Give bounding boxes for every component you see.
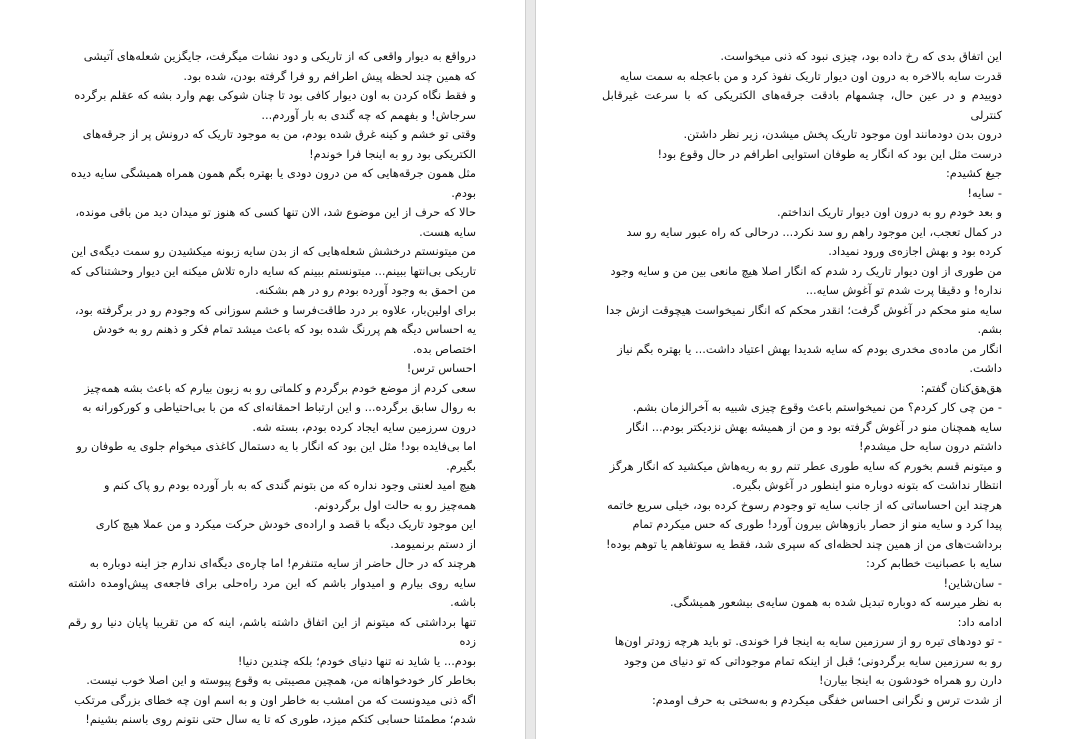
- text-line: داشتم درون سایه حل میشدم!: [859, 439, 1002, 453]
- text-line: - سایه!: [967, 185, 1002, 200]
- text-line: هیچ امید لعنتی وجود نداره که من بتونم گندی که به بار آورده بودم رو پاک کنم و: [103, 478, 476, 492]
- text-line: این اتفاق بدی که رخ داده بود، چیزی نبود که ذنی میخواست.: [720, 49, 1002, 63]
- text-line: از شدت ترس و نگرانی احساس خفگی میکردم و به‌سختی به حرف اومدم:: [651, 692, 1002, 707]
- text-line: انگار من ماده‌ی مخدری بودم که سایه شدیدا بهش اعتیاد داشت... یا بهتره بگم نیاز: [617, 341, 1002, 356]
- text-line: از دستم برنمیومد.: [390, 536, 476, 551]
- text-line: انتظار نداشت که بتونه دوباره منو اینطور در آغوش بگیره.: [732, 478, 1002, 492]
- text-line: شدم؛ مطمئنا حسابی کتکم میزد، طوری که تا یه سال حتی نتونم روی باسنم بشینم!: [85, 712, 476, 726]
- text-line: اختصاص بده.: [412, 341, 476, 356]
- text-line: - من چی کار کردم؟ من نمیخواستم باعث وقوع چیزی شبیه به آخرالزمان بشم.: [632, 400, 1002, 414]
- text-line: دوییدم و در عین حال، چشمهام بادقت جرقه‌های الکتریکی که با سرعت غیرقابل کنترلی: [602, 88, 1002, 122]
- text-line: بودم.: [451, 185, 476, 200]
- text-line: تاریکی بی‌انتها ببینم... میتونستم ببینم که سایه داره تلاش میکنه این دیوار وحشتناکی که: [70, 263, 476, 278]
- text-line: داشت.: [969, 361, 1002, 375]
- text-line: سایه منو محکم در آغوش گرفت؛ انقدر محکم که انگار نمیخواست هیچوقت ازش جدا: [606, 302, 1002, 317]
- text-line: در کمال تعجب، این موجود راهم رو سد نکرد... درحالی که راه عبور سایه رو سد: [626, 224, 1002, 239]
- text-line: بخاطر کار خودخواهانه من، همچین مصیبتی به وقوع پیوسته و این اصلا خوب نیست.: [86, 673, 476, 687]
- text-line: اما بی‌فایده بود! مثل این بود که انگار با یه دستمال کاغذی میخوام جلوی یه طوفان رو: [76, 439, 476, 453]
- text-line: من میتونستم درخشش شعله‌هایی که از بدن سایه زبونه میکشیدن رو سمت دیگه‌ی این: [71, 244, 476, 258]
- text-line: الکتریکی بود رو به اینجا فرا خوندم!: [309, 146, 476, 161]
- text-line: به نظر میرسه که دوباره تبدیل شده به همون سایه‌ی بیشعور همیشگی.: [669, 595, 1002, 609]
- text-line: برای اولین‌بار، علاوه بر درد طاقت‌فرسا و خشم سوزانی که وجودم رو در برگرفته بود،: [74, 302, 476, 317]
- text-line: اگه ذنی میدونست که من امشب به خاطر اون و به اسم اون چه خطای بزرگی مرتکب: [74, 692, 476, 707]
- left-page: [0, 0, 526, 739]
- text-line: جیغ کشیدم:: [945, 166, 1002, 180]
- text-line: احساس ترس!: [406, 361, 476, 375]
- text-line: یه احساس دیگه هم پررنگ شده بود که باعث میشد تمام فکر و ذهنم رو به خودش: [92, 322, 476, 336]
- text-line: سرجاش! و بفهمم که چه گندی به بار آوردم...: [261, 107, 476, 122]
- text-line: قدرت سایه بالاخره به درون اون دیوار تاریک نفوذ کرد و من باعجله به سمت سایه: [619, 68, 1002, 83]
- text-line: ادامه داد:: [957, 614, 1002, 629]
- text-line: - تو دودهای تیره رو از سرزمین سایه به اینجا فرا خوندی. تو باید هرچه زودتر اون‌ها: [614, 634, 1002, 648]
- text-line: به روال سابق برگرده... و این ارتباط احمقانه‌ای که من با بی‌احتیاطی و کورکورانه به: [82, 400, 476, 414]
- text-line: درون بدن دودمانند اون موجود تاریک پخش میشدن، زیر نظر داشتن.: [683, 127, 1002, 141]
- text-line: و فقط نگاه کردن به اون دیوار کافی بود تا چنان شوکی بهم وارد بشه که عقلم برگرده: [74, 88, 476, 102]
- text-line: و بعد خودم رو به درون اون دیوار تاریک انداختم.: [777, 205, 1002, 219]
- right-page-text: [602, 47, 1002, 710]
- text-line: درست مثل این بود که انگار یه طوفان استوایی اطرافم در حال وقوع بود!: [657, 146, 1002, 161]
- text-line: رو به سرزمین سایه برگردونی؛ قبل از اینکه تمام موجوداتی که تو دنیای من وجود: [623, 653, 1002, 668]
- text-line: سایه هست.: [419, 224, 476, 239]
- text-line: درواقع به دیوار واقعی که از تاریکی و دود نشات میگرفت، جایگزین شعله‌های آتیشی: [83, 49, 476, 63]
- text-line: وقتی تو خشم و کینه غرق شده بودم، من به موجود تاریک که درونش پر از جرقه‌های: [82, 127, 476, 141]
- text-line: من احمق به وجود آورده بودم رو در هم بشکنه.: [255, 283, 476, 297]
- text-line: بودم... یا شاید نه تنها دنیای خودم؛ بلکه چندین دنیا!: [237, 653, 476, 668]
- text-line: نداره! و دقیقا پرت شدم تو آغوش سایه...: [805, 283, 1002, 297]
- text-line: سایه روی بیارم و امیدوار باشم که این مرد راه‌حلی برای فاجعه‌ی پیش‌اومده داشته باشه.: [68, 575, 476, 609]
- text-line: تنها برداشتی که میتونم از این اتفاق داشته باشم، اینه که من تقریبا پایان دنیا رو رقم زده: [68, 614, 476, 648]
- text-line: سعی کردم از موضع خودم برگردم و کلماتی رو به زبون بیارم که باعث بشه همه‌چیز: [84, 380, 476, 395]
- text-line: مثل همون جرقه‌هایی که من درون دودی یا بهتره بگم همون همراه همیشگی سایه دیده: [70, 166, 476, 180]
- text-line: بگیرم.: [446, 458, 476, 473]
- text-line: پیدا کرد و سایه منو از حصار بازوهاش بیرون آورد! طوری که حس میکردم تمام: [632, 517, 1002, 531]
- text-line: که همین چند لحظه پیش اطرافم رو فرا گرفته بودن، شده بود.: [183, 68, 476, 83]
- text-line: سایه با عصبانیت خطابم کرد:: [865, 556, 1002, 570]
- text-line: این موجود تاریک دیگه با قصد و اراده‌ی خودش حرکت میکرد و من عملا هیچ کاری: [95, 517, 476, 531]
- text-line: همه‌چیز رو به حالت اول برگردونم.: [313, 497, 476, 512]
- right-page: [535, 0, 1066, 739]
- text-line: درون سرزمین سایه ایجاد کرده بودم، بسته شه.: [252, 419, 476, 434]
- text-line: کرده بود و بهش اجازه‌ی ورود نمیداد.: [828, 244, 1002, 258]
- text-line: سایه همچنان منو در آغوش گرفته بود و من از همیشه بهش نزدیکتر بودم... انگار: [626, 419, 1002, 434]
- left-page-text: [68, 47, 476, 730]
- text-line: دارن رو همراه خودشون به اینجا بیارن!: [818, 673, 1002, 687]
- text-line: برداشت‌های من از همین چند لحظه‌ای که سپری شد، فقط یه سوتفاهم یا توهم بوده!: [605, 536, 1002, 551]
- text-line: بشم.: [977, 322, 1002, 336]
- text-line: هرچند که در حال حاضر از سایه متنفرم! اما چاره‌ی دیگه‌ای ندارم جز اینه دوباره به: [89, 556, 476, 570]
- text-line: هق‌هق‌کنان گفتم:: [920, 380, 1002, 395]
- text-line: من طوری از اون دیوار تاریک رد شدم که انگار اصلا هیچ مانعی بین من و سایه وجود: [610, 263, 1002, 278]
- text-line: - سان‌شاین!: [943, 575, 1002, 590]
- text-line: هرچند این احساساتی که از جانب سایه تو وجودم رسوخ کرده بود، خیلی سریع خاتمه: [607, 497, 1002, 512]
- text-line: و میتونم قسم بخورم که سایه طوری عطر تنم رو به ریه‌هاش میکشید که انگار هرگز: [609, 458, 1002, 473]
- text-line: حالا که حرف از این موضوع شد، الان تنها کسی که هنوز تو میدان دید من باقی مونده،: [75, 205, 476, 219]
